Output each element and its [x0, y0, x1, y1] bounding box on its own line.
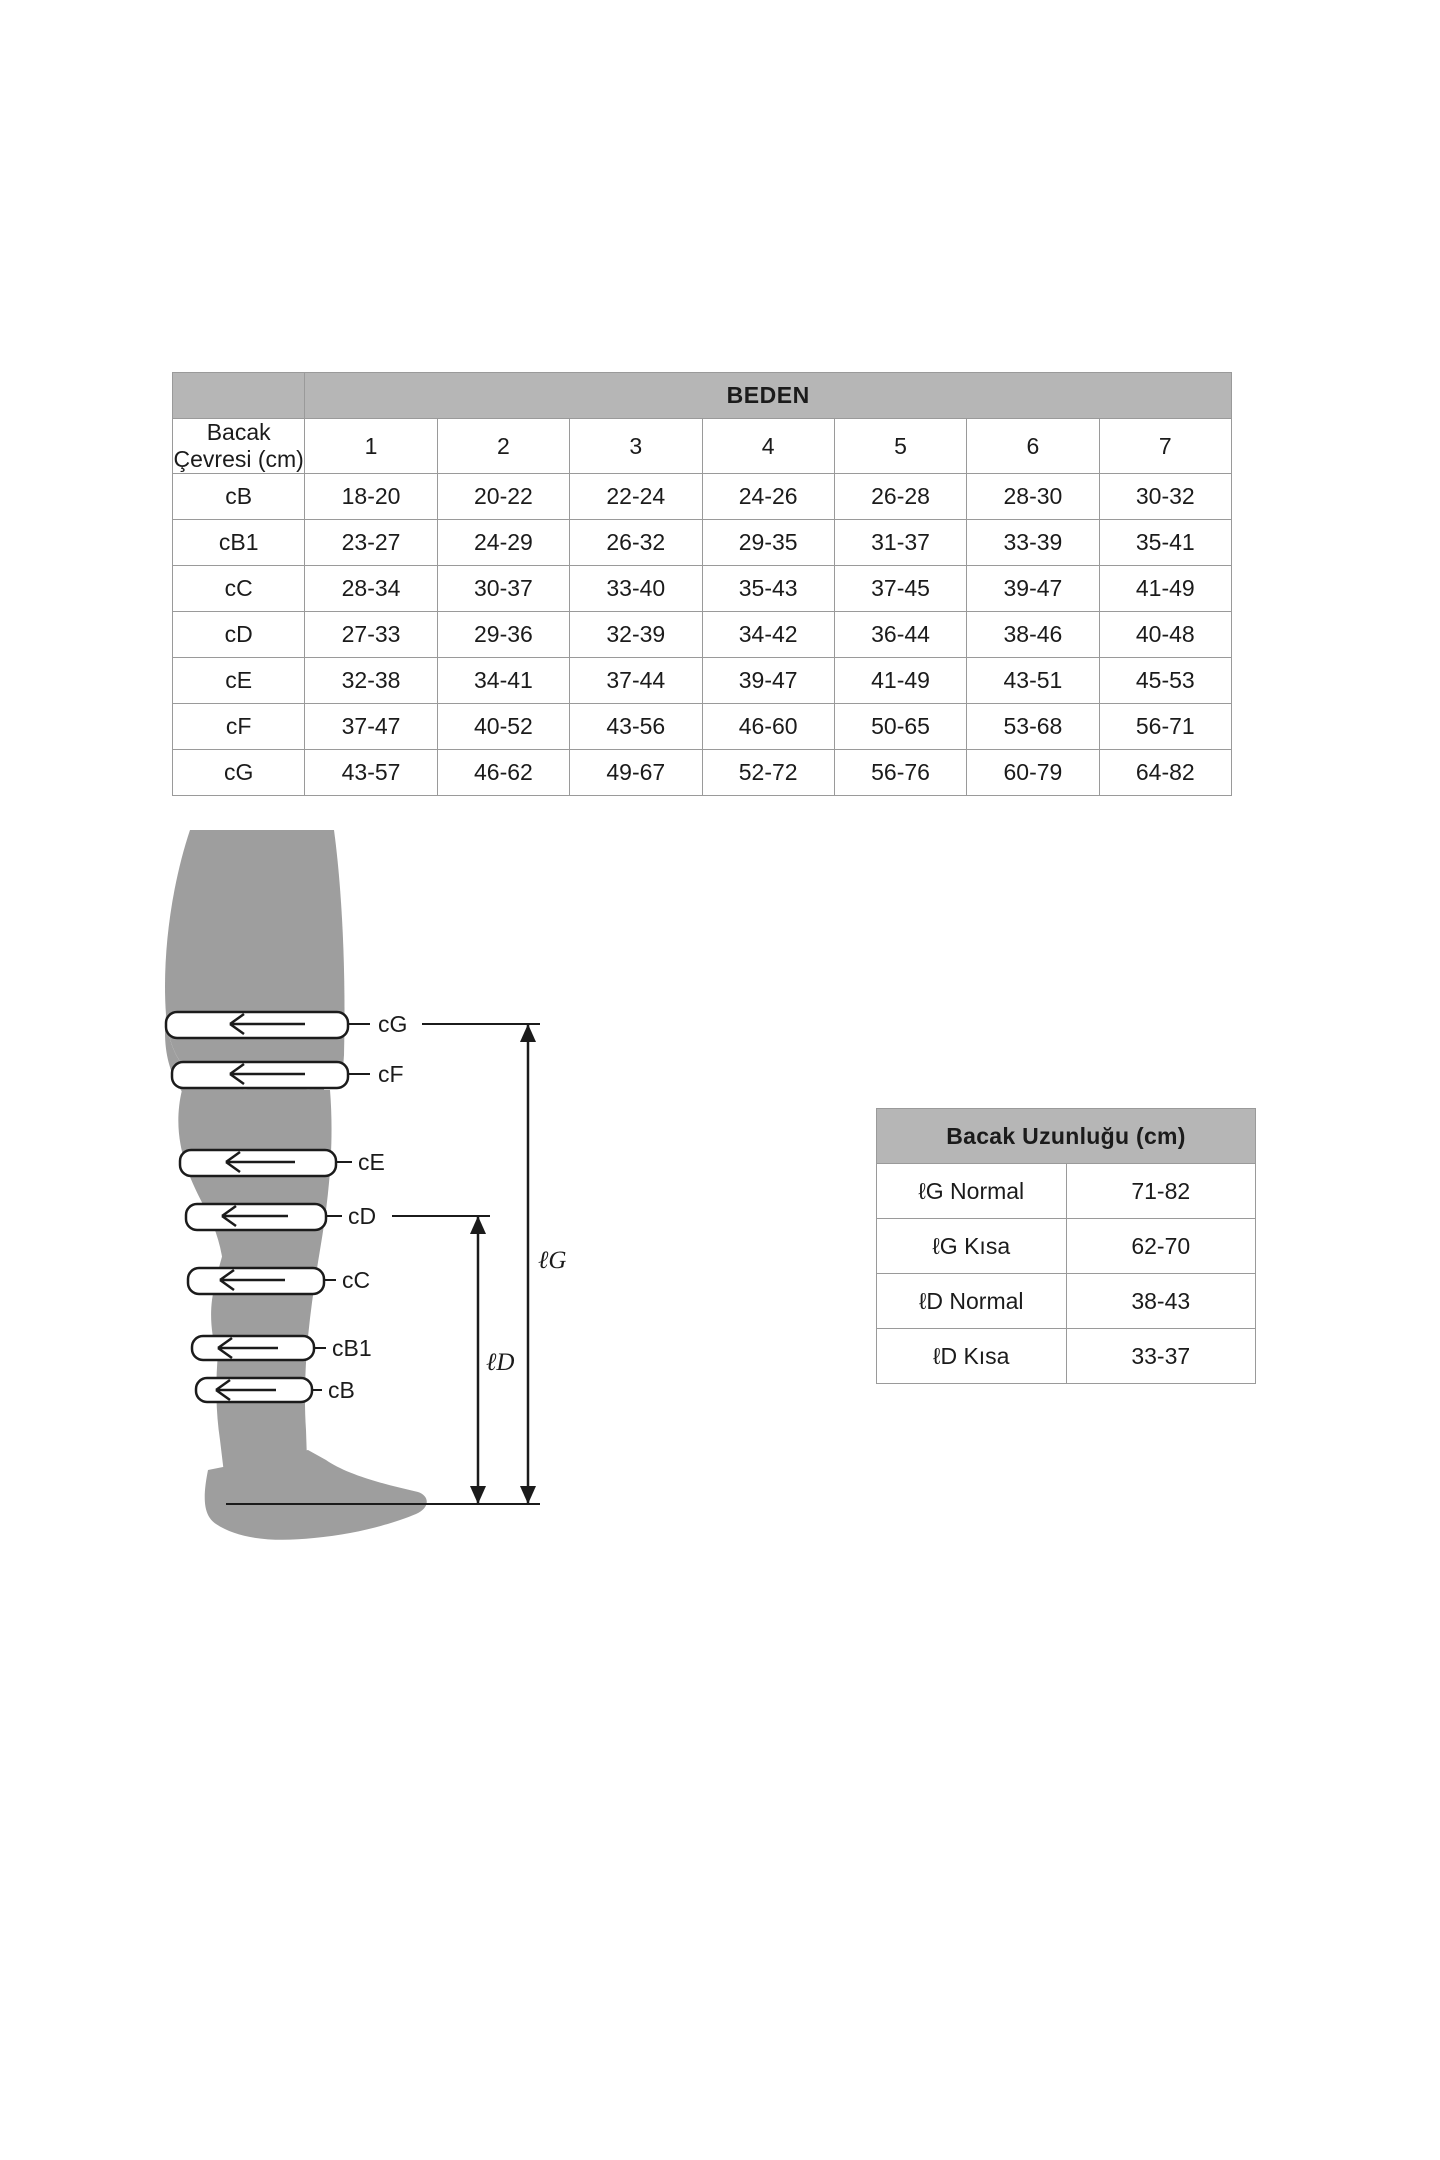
- table-cell: 33-40: [570, 566, 702, 612]
- table-cell: 24-29: [437, 520, 569, 566]
- table-row-header-length: [877, 1109, 1256, 1164]
- table-cell: 46-60: [702, 704, 834, 750]
- table-row: [877, 1329, 1256, 1384]
- table-row: [173, 704, 1232, 750]
- table-cell: 22-24: [570, 474, 702, 520]
- table-row: [173, 612, 1232, 658]
- size-table-container: [172, 372, 1232, 796]
- table-cell: 43-56: [570, 704, 702, 750]
- column-header-6: 6: [967, 419, 1099, 474]
- table-row: [877, 1164, 1256, 1219]
- length-table: [876, 1108, 1256, 1384]
- row-label: cG: [173, 750, 305, 796]
- column-header-1: 1: [305, 419, 437, 474]
- table-cell: 20-22: [437, 474, 569, 520]
- table-cell: 46-62: [437, 750, 569, 796]
- table-cell: 26-28: [834, 474, 966, 520]
- length-table-container: [876, 1108, 1256, 1384]
- table-cell: 30-37: [437, 566, 569, 612]
- table-cell: 33-39: [967, 520, 1099, 566]
- table-cell: 37-47: [305, 704, 437, 750]
- row-label: cE: [173, 658, 305, 704]
- table-cell: 60-79: [967, 750, 1099, 796]
- leg-measurement-diagram: [130, 800, 830, 1800]
- table-cell: 29-35: [702, 520, 834, 566]
- table-cell: 23-27: [305, 520, 437, 566]
- table-cell: 27-33: [305, 612, 437, 658]
- table-row: [877, 1274, 1256, 1329]
- label-cF: cF: [378, 1061, 404, 1087]
- label-cC: cC: [342, 1267, 371, 1293]
- table-cell: 38-46: [967, 612, 1099, 658]
- table-cell: 33-37: [1066, 1329, 1256, 1384]
- table-cell: 62-70: [1066, 1219, 1256, 1274]
- label-lD: ℓD: [486, 1349, 515, 1376]
- label-cD: cD: [348, 1203, 377, 1229]
- table-cell: 40-52: [437, 704, 569, 750]
- row-label: cB: [173, 474, 305, 520]
- table-cell: 34-41: [437, 658, 569, 704]
- table-cell: 38-43: [1066, 1274, 1256, 1329]
- table-row: [173, 566, 1232, 612]
- table-cell: 29-36: [437, 612, 569, 658]
- label-cG: cG: [378, 1011, 408, 1037]
- table-cell: 50-65: [834, 704, 966, 750]
- table-cell: 32-38: [305, 658, 437, 704]
- table-cell: 52-72: [702, 750, 834, 796]
- label-cE: cE: [358, 1149, 385, 1175]
- table-row-header-beden: [173, 373, 1232, 419]
- table-row-column-headers: [173, 419, 1232, 474]
- table-cell: 71-82: [1066, 1164, 1256, 1219]
- table-cell: 37-45: [834, 566, 966, 612]
- table-cell: 35-41: [1099, 520, 1231, 566]
- table-cell: 36-44: [834, 612, 966, 658]
- table-cell: 40-48: [1099, 612, 1231, 658]
- table-row: [173, 520, 1232, 566]
- table-cell: 43-57: [305, 750, 437, 796]
- table-cell: 28-30: [967, 474, 1099, 520]
- table-row: [173, 658, 1232, 704]
- leg-silhouette-icon: [165, 830, 427, 1540]
- row-label: ℓG Kısa: [877, 1219, 1067, 1274]
- column-header-5: 5: [834, 419, 966, 474]
- table-row: [173, 750, 1232, 796]
- table-cell: 41-49: [1099, 566, 1231, 612]
- table-cell: 26-32: [570, 520, 702, 566]
- size-table-corner-cell: [173, 373, 305, 419]
- table-cell: 56-76: [834, 750, 966, 796]
- table-cell: 31-37: [834, 520, 966, 566]
- column-header-7: 7: [1099, 419, 1231, 474]
- size-table: [172, 372, 1232, 796]
- table-row: [173, 474, 1232, 520]
- length-table-title: Bacak Uzunluğu (cm): [877, 1109, 1256, 1164]
- label-cB: cB: [328, 1377, 355, 1403]
- table-cell: 39-47: [702, 658, 834, 704]
- table-cell: 24-26: [702, 474, 834, 520]
- table-cell: 56-71: [1099, 704, 1231, 750]
- table-cell: 39-47: [967, 566, 1099, 612]
- label-cB1: cB1: [332, 1335, 372, 1361]
- row-label: cB1: [173, 520, 305, 566]
- table-cell: 49-67: [570, 750, 702, 796]
- table-cell: 37-44: [570, 658, 702, 704]
- table-cell: 30-32: [1099, 474, 1231, 520]
- table-cell: 43-51: [967, 658, 1099, 704]
- table-cell: 28-34: [305, 566, 437, 612]
- column-header-3: 3: [570, 419, 702, 474]
- row-label: cC: [173, 566, 305, 612]
- table-cell: 35-43: [702, 566, 834, 612]
- row-label: cD: [173, 612, 305, 658]
- table-cell: 64-82: [1099, 750, 1231, 796]
- row-label: ℓG Normal: [877, 1164, 1067, 1219]
- dimension-lD: [470, 1216, 486, 1504]
- label-lG: ℓG: [538, 1247, 567, 1274]
- size-table-title: BEDEN: [305, 373, 1232, 419]
- table-cell: 32-39: [570, 612, 702, 658]
- table-cell: 45-53: [1099, 658, 1231, 704]
- row-header-label: Bacak Çevresi (cm): [173, 419, 304, 472]
- row-label: ℓD Normal: [877, 1274, 1067, 1329]
- table-row: [877, 1219, 1256, 1274]
- row-label: ℓD Kısa: [877, 1329, 1067, 1384]
- measurement-bands: [166, 1012, 348, 1402]
- table-cell: 34-42: [702, 612, 834, 658]
- table-cell: 18-20: [305, 474, 437, 520]
- table-cell: 53-68: [967, 704, 1099, 750]
- table-cell: 41-49: [834, 658, 966, 704]
- dimension-lG: [520, 1024, 536, 1504]
- column-header-2: 2: [437, 419, 569, 474]
- row-label: cF: [173, 704, 305, 750]
- column-header-4: 4: [702, 419, 834, 474]
